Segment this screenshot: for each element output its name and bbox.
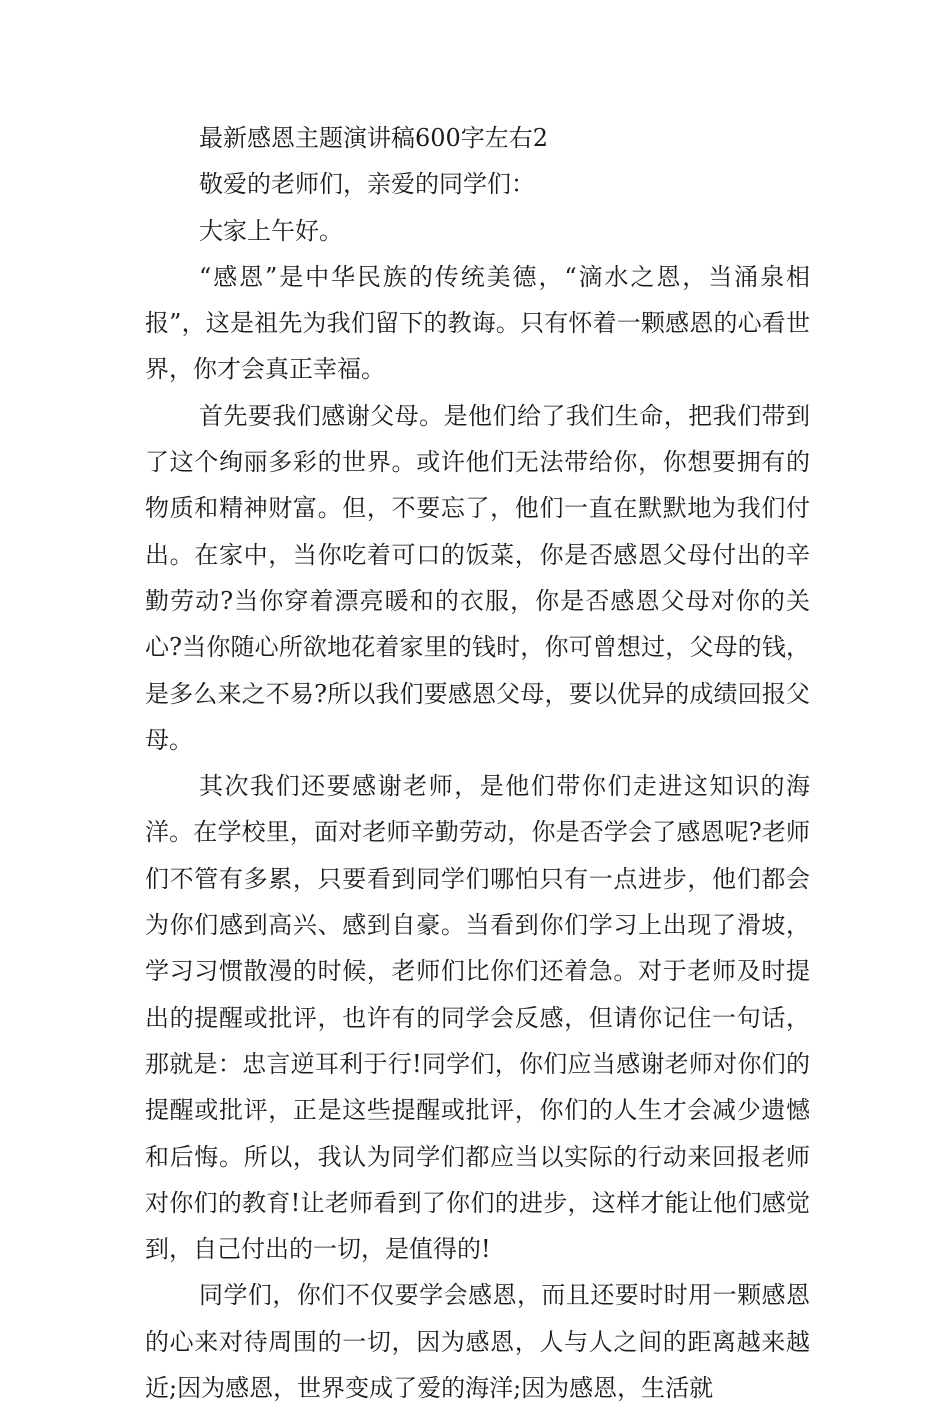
document-title: 最新感恩主题演讲稿600字左右2: [199, 124, 549, 152]
document-body: [145, 115, 810, 1411]
paragraph: 其次我们还要感谢老师，是他们带你们走进这知识的海洋。在学校里，面对老师辛勤劳动，你是否学会了感恩呢?老师们不管有多累，只要看到同学们哪怕只有一点进步，他们都会为你们感到高兴、感到自豪。当看到你们学习上出现了滑坡，学习习惯散漫的时候，老师们比你们还着急。对于老师及时提出的提醒或批评，也许有的同学会反感，但请你记住一句话，那就是：忠言逆耳利于行!同学们，你们应当感谢老师对你们的提醒或批评，正是这些提醒或批评，你们的人生才会减少遗憾和后悔。所以，我认为同学们都应当以实际的行动来回报老师对你们的教育!让老师看到了你们的进步，这样才能让他们感觉到，自己付出的一切，是值得的!: [145, 772, 810, 1264]
paragraph: 同学们，你们不仅要学会感恩，而且还要时时用一颗感恩的心来对待周围的一切，因为感恩，人与人之间的距离越来越近;因为感恩，世界变成了爱的海洋;因为感恩，生活就: [145, 1281, 810, 1403]
paragraph: “感恩”是中华民族的传统美德，“滴水之恩，当涌泉相报”，这是祖先为我们留下的教诲。只有怀着一颗感恩的心看世界，你才会真正幸福。: [145, 262, 810, 384]
paragraph: 首先要我们感谢父母。是他们给了我们生命，把我们带到了这个绚丽多彩的世界。或许他们无法带给你，你想要拥有的物质和精神财富。但，不要忘了，他们一直在默默地为我们付出。在家中，当你吃着可口的饭菜，你是否感恩父母付出的辛勤劳动?当你穿着漂亮暖和的衣服，你是否感恩父母对你的关心?当你随心所欲地花着家里的钱时，你可曾想过，父母的钱，是多么来之不易?所以我们要感恩父母，要以优异的成绩回报父母。: [145, 401, 810, 754]
greeting: 大家上午好。: [199, 216, 343, 245]
salutation: 敬爱的老师们，亲爱的同学们：: [199, 170, 535, 199]
